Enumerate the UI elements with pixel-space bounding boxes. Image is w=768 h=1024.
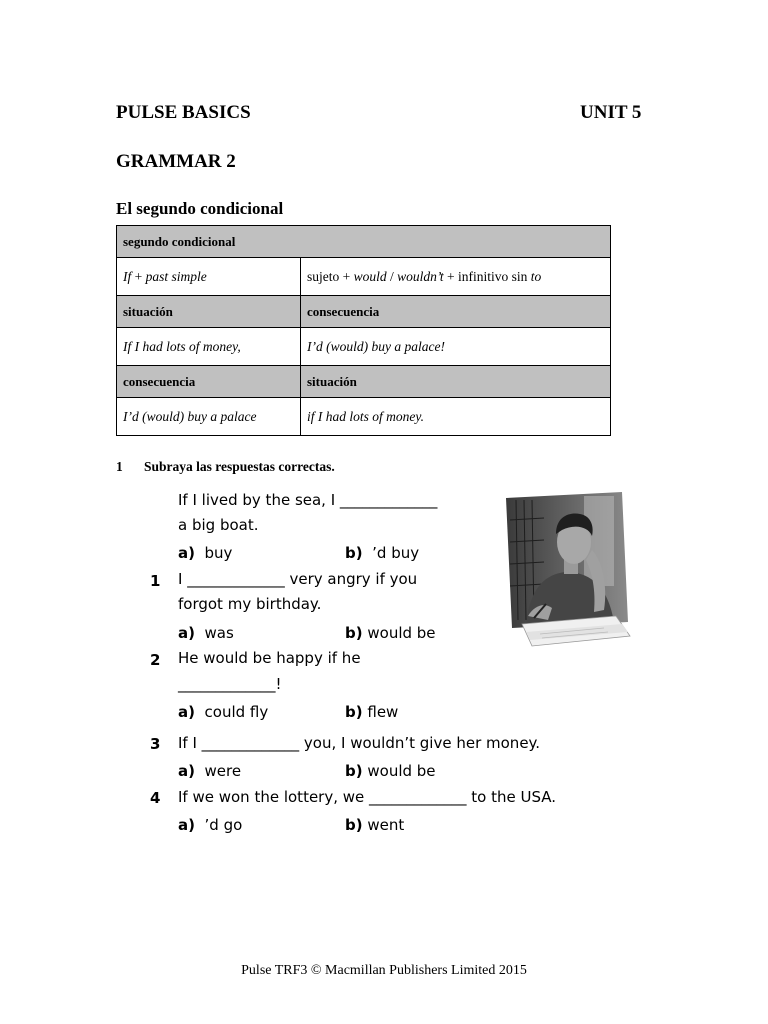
table-header-row — [117, 296, 611, 328]
table-cell-example: I’d (would) buy a palace — [117, 398, 301, 436]
table-header-row — [117, 366, 611, 398]
item-2-option-b[interactable]: b) flew — [345, 703, 399, 721]
item-3-option-b[interactable]: b) would be — [345, 762, 436, 780]
item-number: 1 — [150, 572, 161, 590]
copyright-footer: Pulse TRF3 © Macmillan Publishers Limited 2015 — [241, 963, 527, 978]
item-number: 3 — [150, 735, 161, 753]
exercise-number: 1 — [116, 459, 123, 474]
item-4-option-a[interactable]: a) ’d go — [178, 816, 243, 834]
table-head-situation: situación — [301, 366, 611, 398]
item-3-line-1: If I _____________ you, I wouldn’t give her money. — [178, 734, 541, 752]
table-head-situation: situación — [117, 296, 301, 328]
unit-label: UNIT 5 — [580, 102, 642, 123]
table-head-consequence: consecuencia — [117, 366, 301, 398]
table-cell-example: if I had lots of money. — [301, 398, 611, 436]
table-row — [117, 398, 611, 436]
example-line-2: a big boat. — [178, 516, 259, 534]
item-1-option-a[interactable]: a) was — [178, 624, 234, 642]
exercise-instruction: Subraya las respuestas correctas. — [144, 459, 335, 474]
item-number: 2 — [150, 651, 161, 669]
table-row — [117, 258, 611, 296]
table-row — [117, 328, 611, 366]
section-title: GRAMMAR 2 — [116, 151, 236, 172]
table-head-consequence: consecuencia — [301, 296, 611, 328]
table-cell-structure-result: sujeto + would / wouldn’t + infinitivo sin to — [301, 258, 611, 296]
item-4-option-b[interactable]: b) went — [345, 816, 405, 834]
book-title: PULSE BASICS — [116, 102, 251, 123]
table-cell-structure-if: If + past simple — [117, 258, 301, 296]
student-photo — [504, 490, 632, 658]
item-1-option-b[interactable]: b) would be — [345, 624, 436, 642]
example-line-1: If I lived by the sea, I _____________ — [178, 491, 438, 509]
item-1-line-2: forgot my birthday. — [178, 595, 322, 613]
example-option-b[interactable]: b) ’d buy — [345, 544, 420, 562]
item-3-option-a[interactable]: a) were — [178, 762, 242, 780]
table-header-row — [117, 226, 611, 258]
table-cell-example: I’d (would) buy a palace! — [301, 328, 611, 366]
table-caption: El segundo condicional — [116, 199, 284, 218]
item-2-line-1: He would be happy if he — [178, 649, 361, 667]
item-1-line-1: I _____________ very angry if you — [178, 570, 418, 588]
item-number: 4 — [150, 789, 161, 807]
grammar-table — [116, 225, 611, 436]
example-option-a[interactable]: a) buy — [178, 544, 233, 562]
table-title-cell: segundo condicional — [117, 226, 611, 258]
table-cell-example: If I had lots of money, — [117, 328, 301, 366]
item-2-option-a[interactable]: a) could fly — [178, 703, 269, 721]
item-2-line-2: _____________! — [178, 675, 282, 693]
item-4-line-1: If we won the lottery, we _____________ to the USA. — [178, 788, 557, 806]
